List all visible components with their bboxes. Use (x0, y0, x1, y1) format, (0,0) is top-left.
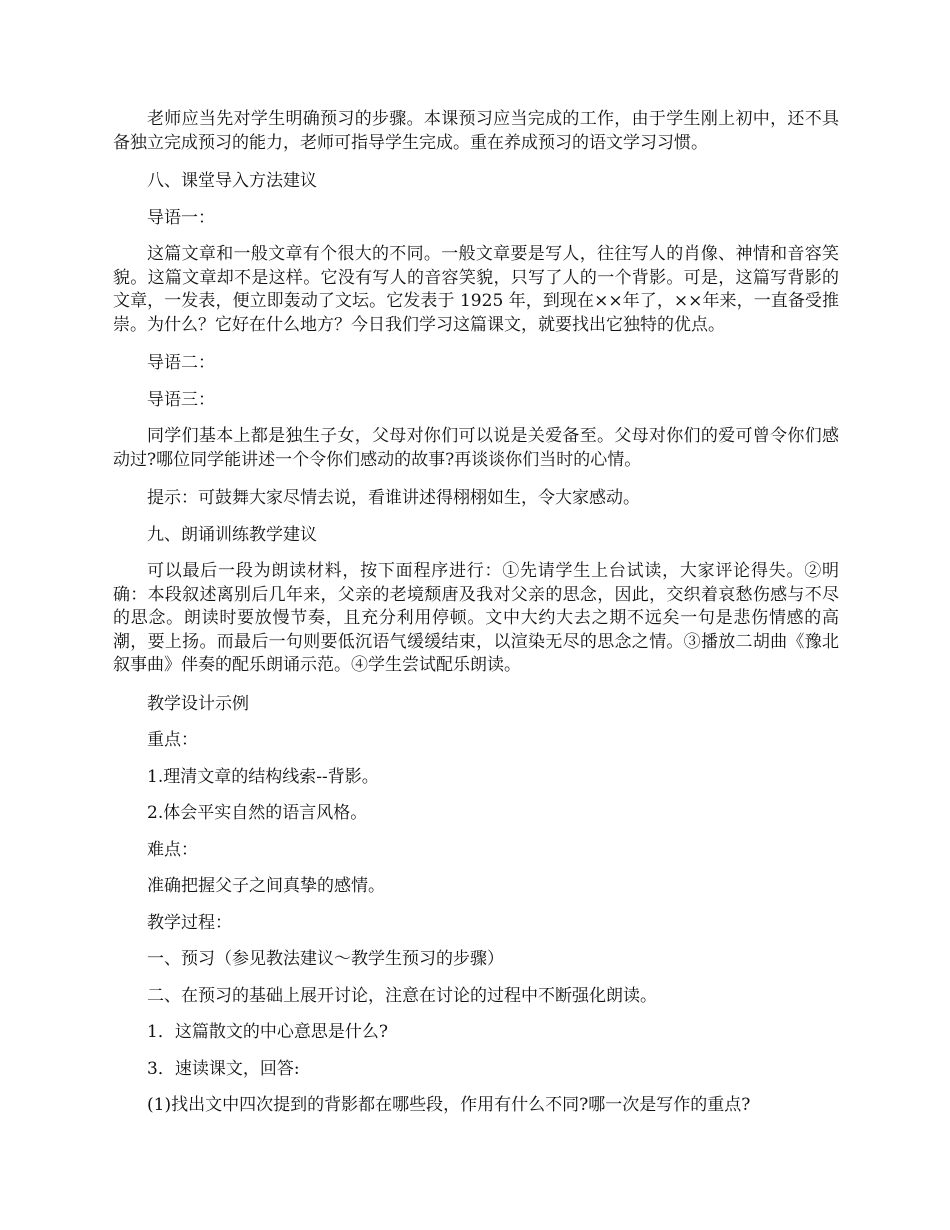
list-item-process-1: 一、预习（参见教法建议～教学生预习的步骤） (147, 949, 504, 969)
label-key-points: 重点： (147, 730, 198, 750)
paragraph-difficulty: 准确把握父子之间真挚的感情。 (147, 876, 385, 896)
list-item-subquestion-1: (1)找出文中四次提到的背影都在哪些段，作用有什么不同?哪一次是写作的重点? (147, 1095, 751, 1115)
paragraph-preview-steps: 老师应当先对学生明确预习的步骤。本课预习应当完成的工作，由于学生刚上初中，还不具备独立完成预习的能力，老师可指导学生完成。重在养成预习的语文学习习惯。 (113, 109, 839, 153)
paragraph-reading-training: 可以最后一段为朗读材料，按下面程序进行：①先请学生上台试读，大家评论得失。②明确：本段叙述离别后几年来，父亲的老境颓唐及我对父亲的思念，因此，交织着哀愁伤感与不尽的思念。朗读时要放慢节奏，且充分利用停顿。文中大约大去之期不远矣一句是悲伤情感的高潮，要上扬。而最后一句则要低沉语气缓缓结束，以渲染无尽的思念之情。③播放二胡曲《豫北叙事曲》伴奏的配乐朗诵示范。④学生尝试配乐朗读。 (113, 561, 839, 675)
paragraph-intro-3: 同学们基本上都是独生子女，父母对你们可以说是关爱备至。父母对你们的爱可曾令你们感动过?哪位同学能讲述一个令你们感动的故事?再谈谈你们当时的心情。 (113, 426, 839, 470)
heading-section-8: 八、课堂导入方法建议 (147, 171, 317, 191)
heading-design-example: 教学设计示例 (147, 693, 249, 714)
list-item-process-2: 二、在预习的基础上展开讨论，注意在讨论的过程中不断强化朗读。 (147, 985, 657, 1006)
label-intro-2: 导语二： (147, 353, 215, 373)
list-item-key-1: 1.理清文章的结构线索--背影。 (147, 766, 379, 787)
list-item-question-1: 1．这篇散文的中心意思是什么? (147, 1022, 388, 1042)
label-difficulty: 难点： (147, 839, 198, 860)
label-intro-3: 导语三： (147, 389, 215, 410)
list-item-key-2: 2.体会平实自然的语言风格。 (147, 803, 368, 823)
label-intro-1: 导语一： (147, 207, 215, 228)
document-body (113, 108, 839, 1131)
paragraph-hint: 提示：可鼓舞大家尽情去说，看谁讲述得栩栩如生，令大家感动。 (147, 488, 640, 508)
paragraph-intro-1: 这篇文章和一般文章有个很大的不同。一般文章要是写人，往往写人的肖像、神情和音容笑貌。这篇文章却不是这样。它没有写人的音容笑貌，只写了人的一个背影。可是，这篇写背影的文章，一发表，便立即轰动了文坛。它发表于 1925 年，到现在××年了，××年来，一直备受推崇。为什么？它好在什么地方？今日我们学习这篇课文，就要找出它独特的优点。 (113, 244, 839, 335)
list-item-question-3: 3．速读课文，回答: (147, 1058, 300, 1079)
heading-section-9: 九、朗诵训练教学建议 (147, 524, 317, 545)
label-process: 教学过程： (147, 912, 232, 933)
